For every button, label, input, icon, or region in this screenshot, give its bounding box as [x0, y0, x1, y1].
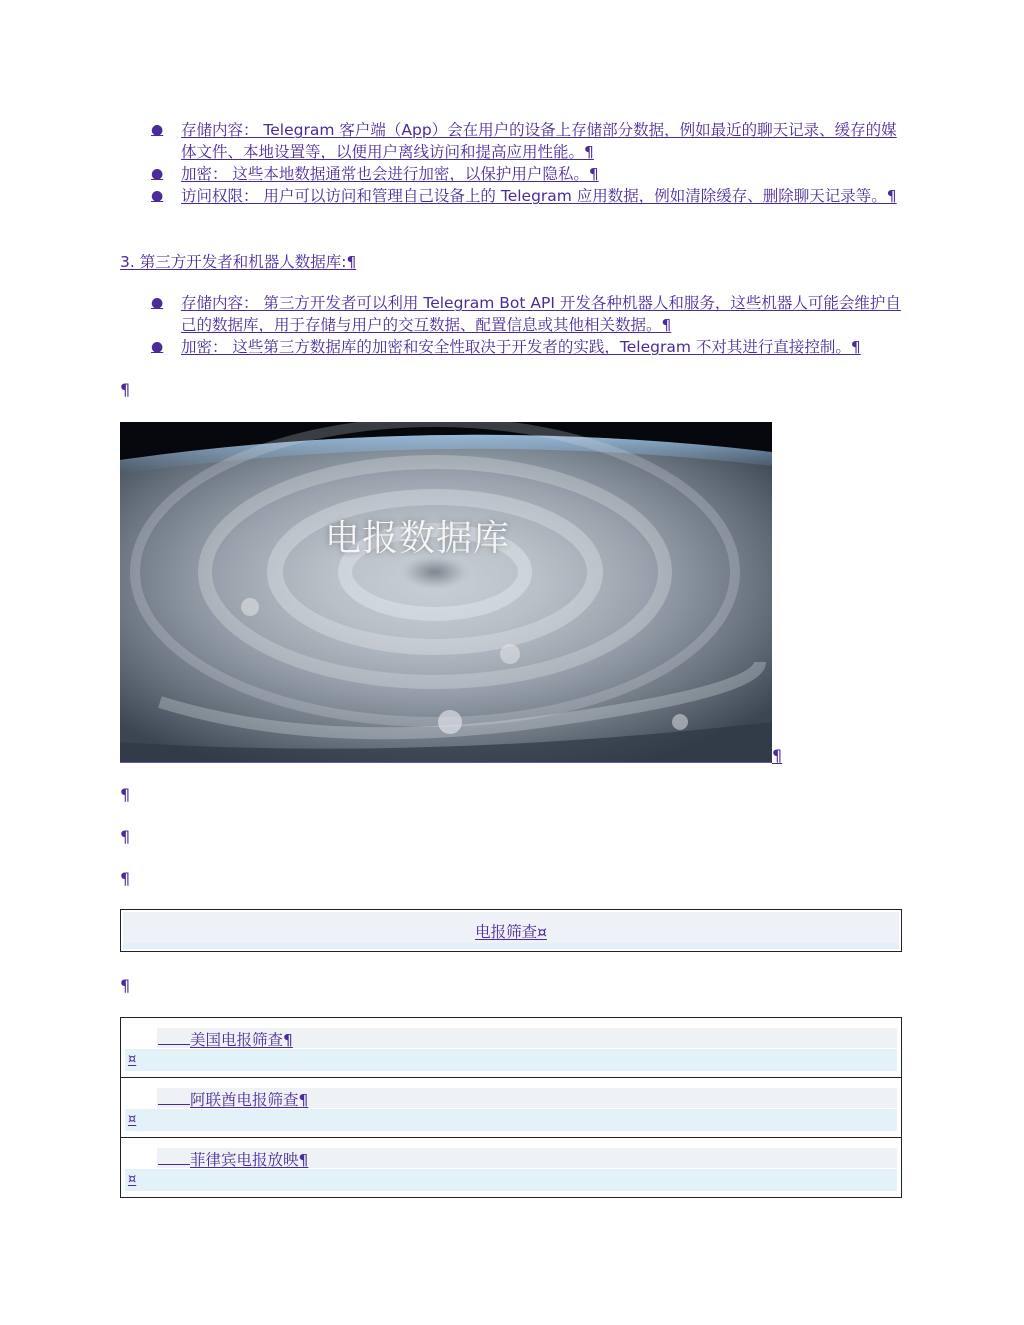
paragraph-mark: ¶: [120, 827, 131, 846]
table-row[interactable]: [121, 1138, 901, 1197]
list-item[interactable]: [120, 119, 910, 163]
bullet-icon: ●: [151, 166, 164, 182]
banner-link[interactable]: 电报筛查¤: [475, 923, 547, 941]
links-table: [120, 1017, 902, 1198]
list-item[interactable]: [120, 336, 910, 358]
section-heading[interactable]: 3. 第三方开发者和机器人数据库:¶: [120, 253, 357, 271]
list-item-text[interactable]: 加密： 这些本地数据通常也会进行加密，以保护用户隐私。¶: [181, 165, 599, 183]
list-item[interactable]: [120, 292, 910, 336]
banner-background: [123, 943, 899, 949]
leader-line: [158, 1090, 190, 1105]
leader-line: [158, 1030, 190, 1045]
cell-marker: ¤: [128, 1112, 137, 1127]
table-row[interactable]: [121, 1018, 901, 1078]
bullet-icon: ●: [151, 188, 164, 204]
paragraph-mark: ¶: [120, 869, 131, 888]
row-background: [125, 1109, 897, 1131]
link-philippines-screening[interactable]: [158, 1150, 308, 1170]
paragraph-mark: ¶: [120, 785, 131, 804]
bullet-icon: ●: [151, 339, 164, 355]
row-background: [125, 1049, 897, 1071]
link-label[interactable]: 菲律宾电报放映¶: [190, 1151, 309, 1169]
list-item[interactable]: [120, 163, 910, 185]
leader-line: [158, 1150, 190, 1165]
list-item-text[interactable]: 存储内容： 第三方开发者可以利用 Telegram Bot API 开发各种机器人和服务，这些机器人可能会维护自己的数据库，用于存储与用户的交互数据、配置信息或其他相关数据。¶: [181, 294, 901, 334]
cell-marker: ¤: [128, 1172, 137, 1187]
bullet-icon: ●: [151, 122, 164, 138]
paragraph-mark: ¶: [120, 976, 131, 995]
paragraph-mark: ¶: [120, 380, 131, 399]
list-item[interactable]: [120, 185, 910, 207]
link-label[interactable]: 阿联酋电报筛查¶: [190, 1091, 309, 1109]
hero-title: 电报数据库: [325, 518, 511, 559]
list-item-text[interactable]: 加密： 这些第三方数据库的加密和安全性取决于开发者的实践，Telegram 不对其进行直接控制。¶: [181, 338, 861, 356]
cell-marker: ¤: [128, 1052, 137, 1067]
bullet-icon: ●: [151, 295, 164, 311]
link-uae-screening[interactable]: [158, 1090, 308, 1110]
table-row[interactable]: [121, 1078, 901, 1138]
link-usa-screening[interactable]: [158, 1030, 293, 1050]
list-item-text[interactable]: 存储内容： Telegram 客户端（App）会在用户的设备上存储部分数据，例如最近的聊天记录、缓存的媒体文件、本地设置等，以便用户离线访问和提高应用性能。¶: [181, 121, 897, 161]
list-item-text[interactable]: 访问权限： 用户可以访问和管理自己设备上的 Telegram 应用数据，例如清除缓存、删除聊天记录等。¶: [181, 187, 897, 205]
link-label[interactable]: 美国电报筛查¶: [190, 1031, 293, 1049]
storage-bullet-list: [120, 119, 910, 207]
screening-banner[interactable]: [120, 909, 902, 952]
third-party-bullet-list: [120, 292, 910, 358]
paragraph-mark: ¶: [772, 746, 783, 765]
row-background: [125, 1169, 897, 1191]
hero-image[interactable]: [120, 422, 772, 763]
earth-cyclone-image: [120, 422, 772, 762]
